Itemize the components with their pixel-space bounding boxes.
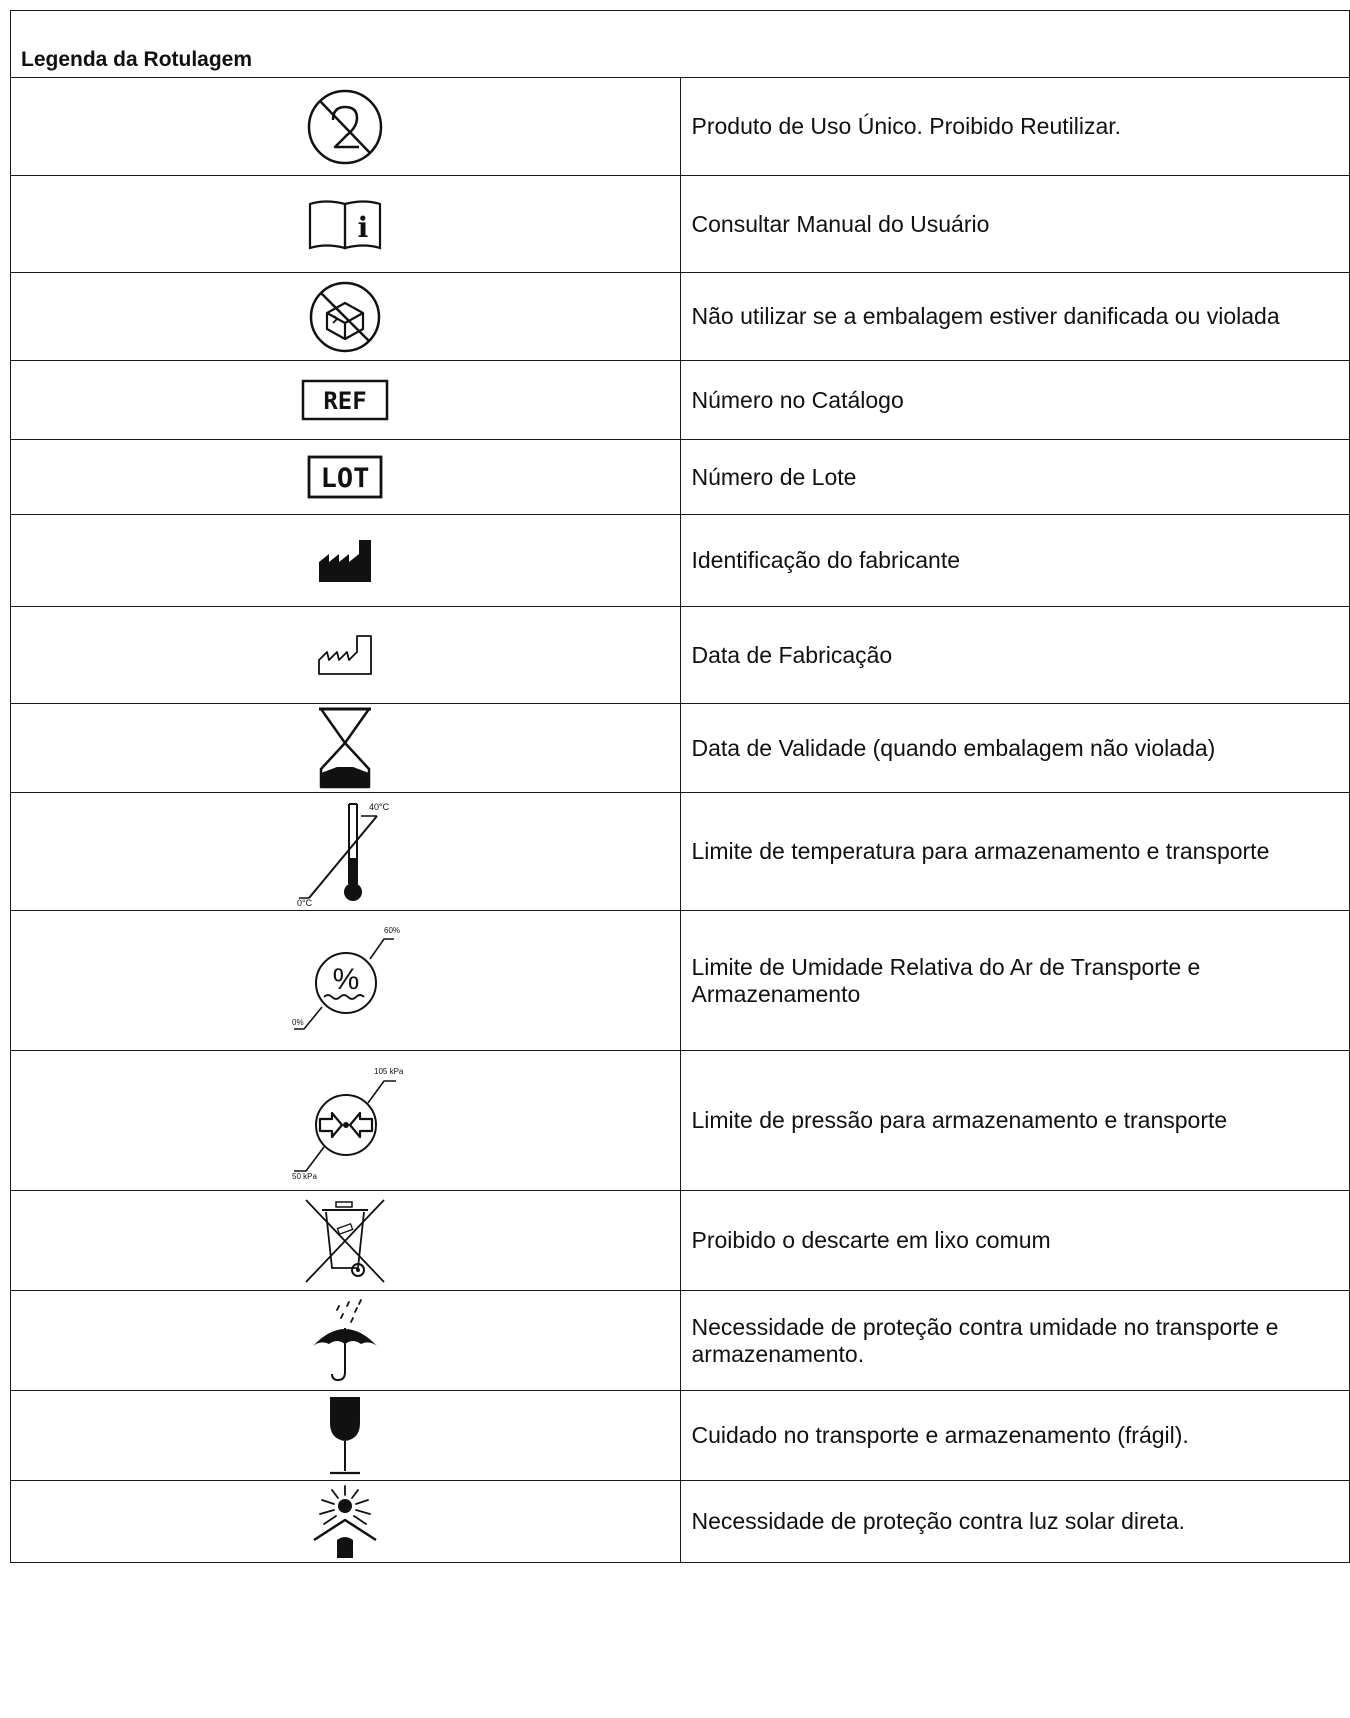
manufacture-date-icon [315, 632, 375, 678]
damaged-package-icon [307, 279, 383, 355]
symbol-cell [11, 1051, 681, 1191]
legend-row [11, 440, 1350, 515]
symbol-cell [11, 176, 681, 273]
symbol-cell [11, 515, 681, 607]
description-cell: Data de Fabricação [680, 607, 1350, 704]
description-cell: Limite de temperatura para armazenamento e transporte [680, 793, 1350, 911]
symbol-cell [11, 607, 681, 704]
description-cell: Data de Validade (quando embalagem não violada) [680, 704, 1350, 793]
legend-header-cell [11, 11, 1350, 78]
description-cell: Proibido o descarte em lixo comum [680, 1191, 1350, 1291]
legend-row [11, 911, 1350, 1051]
symbol-cell [11, 440, 681, 515]
legend-row [11, 1051, 1350, 1191]
labeling-legend-document [10, 10, 1350, 1563]
temperature-upper-label: 40°C [369, 801, 390, 812]
description-cell: Limite de Umidade Relativa do Ar de Transporte e Armazenamento [680, 911, 1350, 1051]
manufacturer-icon [315, 536, 375, 586]
symbol-cell [11, 1391, 681, 1481]
symbol-cell [11, 704, 681, 793]
description-cell: Limite de pressão para armazenamento e transporte [680, 1051, 1350, 1191]
symbol-cell [11, 273, 681, 361]
legend-row [11, 78, 1350, 176]
pressure-limit-icon [290, 1061, 404, 1181]
single-use-icon [305, 87, 385, 167]
humidity-symbol-text: % [332, 962, 360, 996]
temperature-limit-icon [295, 798, 395, 906]
legend-row [11, 1191, 1350, 1291]
consult-manual-icon [306, 196, 384, 252]
legend-row [11, 273, 1350, 361]
symbol-cell [11, 1291, 681, 1391]
legend-row [11, 793, 1350, 911]
symbol-cell [11, 793, 681, 911]
legend-row [11, 1291, 1350, 1391]
symbol-cell [11, 361, 681, 440]
description-cell: Número de Lote [680, 440, 1350, 515]
description-cell: Consultar Manual do Usuário [680, 176, 1350, 273]
symbol-cell [11, 1481, 681, 1563]
humidity-upper-label: 60% [384, 925, 401, 935]
lot-icon [307, 455, 383, 499]
description-cell: Necessidade de proteção contra umidade no transporte e armazenamento. [680, 1291, 1350, 1391]
ref-icon [301, 379, 389, 421]
legend-table [10, 10, 1350, 1563]
sunlight-icon [300, 1484, 390, 1560]
legend-row [11, 704, 1350, 793]
legend-row [11, 176, 1350, 273]
ref-symbol-text: REF [323, 387, 367, 415]
description-cell: Produto de Uso Único. Proibido Reutilizar. [680, 78, 1350, 176]
pressure-lower-label: 50 kPa [292, 1171, 318, 1181]
lot-symbol-text: LOT [320, 463, 370, 494]
svg-text:i: i [357, 211, 369, 244]
pressure-upper-label: 105 kPa [374, 1066, 404, 1076]
legend-row [11, 361, 1350, 440]
description-cell: Não utilizar se a embalagem estiver danificada ou violada [680, 273, 1350, 361]
legend-row [11, 607, 1350, 704]
fragile-icon [320, 1393, 370, 1479]
humidity-limit-icon [290, 921, 400, 1041]
description-cell: Cuidado no transporte e armazenamento (frágil). [680, 1391, 1350, 1481]
description-cell: Número no Catálogo [680, 361, 1350, 440]
symbol-cell [11, 78, 681, 176]
legend-row [11, 1391, 1350, 1481]
crossed-bin-icon [300, 1194, 390, 1288]
symbol-cell [11, 1191, 681, 1291]
description-cell: Identificação do fabricante [680, 515, 1350, 607]
legend-header-row [11, 11, 1350, 78]
hourglass-icon [317, 707, 373, 789]
symbol-cell [11, 911, 681, 1051]
legend-row [11, 1481, 1350, 1563]
temperature-lower-label: 0°C [297, 897, 313, 908]
description-cell: Necessidade de proteção contra luz solar direta. [680, 1481, 1350, 1563]
umbrella-icon [305, 1298, 385, 1384]
legend-row [11, 515, 1350, 607]
legend-title: Legenda da Rotulagem [21, 48, 253, 71]
humidity-lower-label: 0% [292, 1017, 304, 1027]
